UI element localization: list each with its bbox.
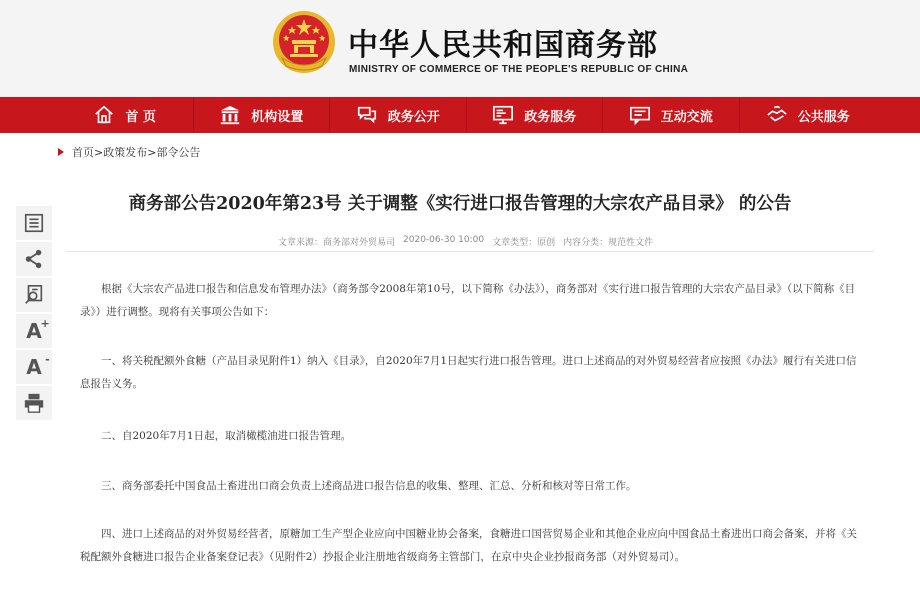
nav-item-label: 政务公开: [387, 109, 440, 125]
article-category: 内容分类：规范性文件: [563, 238, 654, 248]
breadcrumb-separator: >: [147, 145, 157, 159]
nav-item-government-services[interactable]: [467, 97, 604, 133]
nav-item-label: 政务服务: [524, 109, 577, 125]
breadcrumb-home[interactable]: 首页: [72, 146, 94, 159]
font-decrease-icon: A -: [26, 353, 50, 379]
font-increase-button[interactable]: [16, 314, 52, 348]
handshake-icon: [766, 104, 788, 126]
breadcrumb-announcements[interactable]: 部令公告: [156, 146, 201, 159]
search-doc-button[interactable]: [16, 278, 52, 312]
article-date: 2020-06-30 10:00: [403, 235, 485, 245]
article-type: 文章类型：原创: [492, 238, 556, 248]
article-title: 商务部公告2020年第23号 关于调整《实行进口报告管理的大宗农产品目录》 的公告: [128, 194, 792, 214]
divider: [66, 251, 874, 252]
message-icon: [629, 104, 651, 126]
nav-item-public-services[interactable]: [740, 97, 877, 133]
monitor-icon: [492, 104, 514, 126]
nav-item-organization[interactable]: [194, 97, 331, 133]
nav-item-label: 首 页: [125, 109, 157, 125]
share-icon: [23, 248, 45, 270]
article-paragraph: 四、进口上述商品的对外贸易经营者，原糖加工生产型企业应向中国糖业协会备案，食糖进口国营贸易企业和其他企业应向中国食品土畜进出口商会备案，并将《关税配额外食糖进口报告企业备案登记表》（见附件2）抄报企业注册地省级商务主管部门，在京中央企业抄报商务部（对外贸易司）。: [80, 528, 857, 563]
article-source: 文章来源：商务部对外贸易司: [278, 238, 396, 248]
search-doc-icon: [23, 284, 45, 306]
font-decrease-button[interactable]: [16, 350, 52, 384]
side-toolbar: [16, 206, 54, 422]
nav-item-government-affairs[interactable]: [330, 97, 467, 133]
share-button[interactable]: [16, 242, 52, 276]
site-header: [0, 0, 920, 97]
article-paragraph: 一、将关税配额外食糖（产品目录见附件1）纳入《目录》，自2020年7月1日起实行进口报告管理。进口上述商品的对外贸易经营者应按照《办法》履行有关进口信息报告义务。: [80, 355, 857, 390]
nav-item-label: 机构设置: [251, 109, 304, 125]
nav-item-label: 互动交流: [660, 109, 713, 125]
site-subtitle: MINISTRY OF COMMERCE OF THE PEOPLE'S REPUBLIC OF CHINA: [349, 64, 689, 75]
nav-item-label: 公共服务: [797, 109, 850, 125]
national-emblem-icon[interactable]: [272, 10, 336, 74]
breadcrumb-policy[interactable]: 政策发布: [103, 146, 148, 159]
article-paragraph: 三、商务部委托中国食品土畜进出口商会负责上述商品进口报告信息的收集、整理、汇总、分析和核对等日常工作。: [101, 480, 637, 492]
article-paragraph: 二、自2020年7月1日起，取消橄榄油进口报告管理。: [101, 430, 352, 442]
main-nav: [0, 97, 920, 133]
article-meta: [278, 235, 653, 248]
list-icon: [23, 212, 45, 234]
chat-bubbles-icon: [356, 104, 378, 126]
font-increase-icon: A +: [26, 317, 50, 343]
home-icon: [93, 104, 115, 126]
building-icon: [219, 104, 241, 126]
breadcrumb: [58, 144, 200, 160]
breadcrumb-marker-icon: [58, 148, 64, 156]
print-icon: [23, 392, 45, 414]
print-button[interactable]: [16, 386, 52, 420]
catalog-button[interactable]: [16, 206, 52, 240]
nav-item-interaction[interactable]: [603, 97, 740, 133]
nav-item-home[interactable]: [57, 97, 194, 133]
site-title: 中华人民共和国商务部: [348, 28, 658, 63]
article-paragraph: 根据《大宗农产品进口报告和信息发布管理办法》（商务部令2008年第10号，以下简称《办法》），商务部对《实行进口报告管理的大宗农产品目录》（以下简称《目录》）进行调整。现将有关事项公告如下：: [80, 283, 856, 318]
breadcrumb-separator: >: [94, 145, 104, 159]
